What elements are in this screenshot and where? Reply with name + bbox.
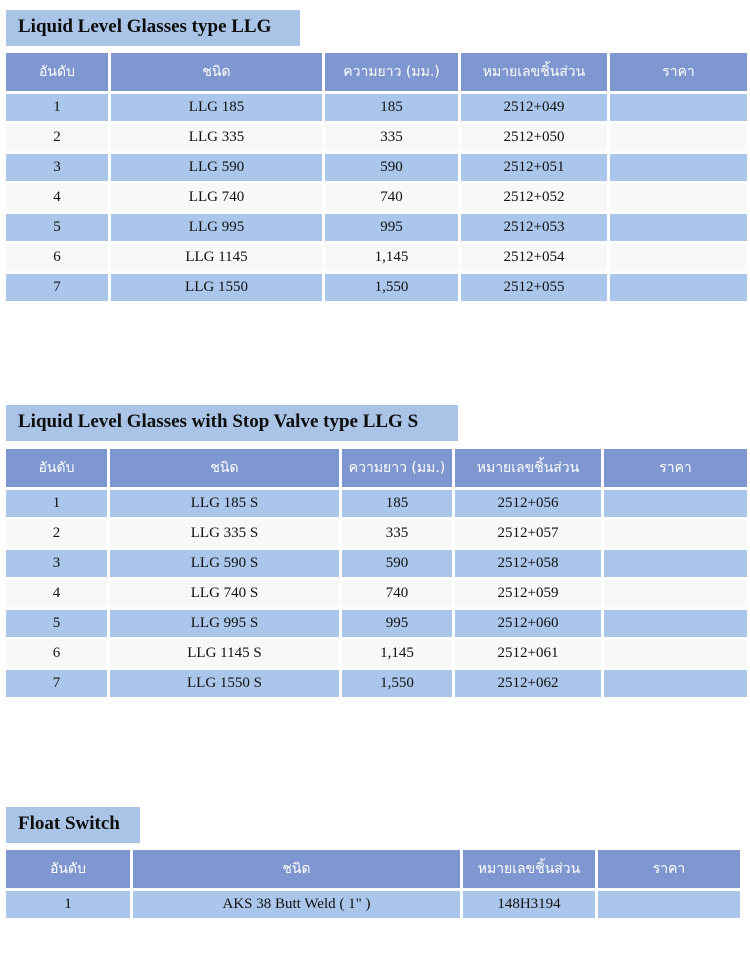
cell-part-number: 2512+050	[461, 124, 607, 151]
cell-part-number: 2512+051	[461, 154, 607, 181]
col-header-price: ราคา	[610, 53, 747, 91]
cell-length: 590	[325, 154, 458, 181]
table-row	[6, 670, 747, 697]
cell-price	[604, 550, 747, 577]
col-header-price: ราคา	[598, 850, 740, 888]
cell-price	[598, 891, 740, 918]
cell-price	[604, 490, 747, 517]
cell-price	[610, 244, 747, 271]
section-title-llg-s: Liquid Level Glasses with Stop Valve type LLG S	[6, 405, 458, 441]
cell-length: 1,550	[342, 670, 452, 697]
col-header-rank: อันดับ	[6, 449, 107, 487]
col-header-type: ชนิด	[110, 449, 339, 487]
cell-rank: 2	[6, 520, 107, 547]
cell-type: LLG 740	[111, 184, 322, 211]
cell-type: LLG 1550 S	[110, 670, 339, 697]
cell-price	[604, 610, 747, 637]
cell-rank: 1	[6, 891, 130, 918]
cell-part-number: 148H3194	[463, 891, 595, 918]
cell-rank: 6	[6, 244, 108, 271]
cell-rank: 6	[6, 640, 107, 667]
cell-rank: 5	[6, 610, 107, 637]
section-title-float-switch: Float Switch	[6, 807, 140, 843]
cell-rank: 1	[6, 94, 108, 121]
cell-type: LLG 1550	[111, 274, 322, 301]
cell-price	[604, 580, 747, 607]
cell-type: LLG 1145 S	[110, 640, 339, 667]
table-header-row	[6, 449, 747, 487]
table-row	[6, 490, 747, 517]
table-row	[6, 154, 747, 181]
col-header-part-number: หมายเลขชิ้นส่วน	[463, 850, 595, 888]
cell-rank: 5	[6, 214, 108, 241]
col-header-part-number: หมายเลขชิ้นส่วน	[461, 53, 607, 91]
cell-price	[604, 670, 747, 697]
cell-rank: 7	[6, 274, 108, 301]
table-row	[6, 124, 747, 151]
cell-price	[610, 94, 747, 121]
cell-part-number: 2512+056	[455, 490, 601, 517]
cell-price	[610, 184, 747, 211]
cell-length: 995	[342, 610, 452, 637]
cell-length: 1,145	[325, 244, 458, 271]
float-switch-table	[3, 847, 743, 921]
cell-rank: 4	[6, 184, 108, 211]
section-title-llg: Liquid Level Glasses type LLG	[6, 10, 300, 46]
table-header-row	[6, 850, 740, 888]
table-row	[6, 244, 747, 271]
cell-length: 740	[325, 184, 458, 211]
cell-type: AKS 38 Butt Weld ( 1" )	[133, 891, 460, 918]
cell-price	[610, 154, 747, 181]
cell-rank: 3	[6, 154, 108, 181]
table-header-row	[6, 53, 747, 91]
cell-length: 185	[325, 94, 458, 121]
cell-rank: 2	[6, 124, 108, 151]
cell-length: 335	[342, 520, 452, 547]
cell-rank: 3	[6, 550, 107, 577]
cell-type: LLG 185	[111, 94, 322, 121]
cell-part-number: 2512+058	[455, 550, 601, 577]
cell-type: LLG 335	[111, 124, 322, 151]
cell-rank: 4	[6, 580, 107, 607]
cell-type: LLG 1145	[111, 244, 322, 271]
cell-part-number: 2512+060	[455, 610, 601, 637]
table-row	[6, 94, 747, 121]
llg-table	[3, 50, 750, 304]
table-row	[6, 580, 747, 607]
table-row	[6, 640, 747, 667]
table-row	[6, 550, 747, 577]
cell-type: LLG 185 S	[110, 490, 339, 517]
cell-length: 590	[342, 550, 452, 577]
cell-rank: 1	[6, 490, 107, 517]
col-header-length: ความยาว (มม.)	[325, 53, 458, 91]
cell-type: LLG 590 S	[110, 550, 339, 577]
cell-part-number: 2512+061	[455, 640, 601, 667]
cell-price	[610, 214, 747, 241]
cell-rank: 7	[6, 670, 107, 697]
cell-type: LLG 335 S	[110, 520, 339, 547]
cell-type: LLG 590	[111, 154, 322, 181]
table-row	[6, 891, 740, 918]
cell-part-number: 2512+059	[455, 580, 601, 607]
table-row	[6, 610, 747, 637]
cell-length: 335	[325, 124, 458, 151]
col-header-length: ความยาว (มม.)	[342, 449, 452, 487]
llg-s-table	[3, 446, 750, 700]
cell-type: LLG 995	[111, 214, 322, 241]
cell-part-number: 2512+055	[461, 274, 607, 301]
cell-price	[604, 520, 747, 547]
cell-type: LLG 740 S	[110, 580, 339, 607]
cell-length: 740	[342, 580, 452, 607]
cell-part-number: 2512+057	[455, 520, 601, 547]
cell-price	[604, 640, 747, 667]
table-row	[6, 214, 747, 241]
col-header-type: ชนิด	[133, 850, 460, 888]
cell-part-number: 2512+054	[461, 244, 607, 271]
col-header-part-number: หมายเลขชิ้นส่วน	[455, 449, 601, 487]
cell-price	[610, 124, 747, 151]
cell-length: 185	[342, 490, 452, 517]
cell-part-number: 2512+062	[455, 670, 601, 697]
table-row	[6, 274, 747, 301]
cell-length: 995	[325, 214, 458, 241]
cell-length: 1,550	[325, 274, 458, 301]
cell-part-number: 2512+052	[461, 184, 607, 211]
col-header-rank: อันดับ	[6, 53, 108, 91]
cell-price	[610, 274, 747, 301]
col-header-type: ชนิด	[111, 53, 322, 91]
col-header-price: ราคา	[604, 449, 747, 487]
table-row	[6, 520, 747, 547]
table-row	[6, 184, 747, 211]
cell-type: LLG 995 S	[110, 610, 339, 637]
cell-part-number: 2512+049	[461, 94, 607, 121]
col-header-rank: อันดับ	[6, 850, 130, 888]
cell-length: 1,145	[342, 640, 452, 667]
cell-part-number: 2512+053	[461, 214, 607, 241]
